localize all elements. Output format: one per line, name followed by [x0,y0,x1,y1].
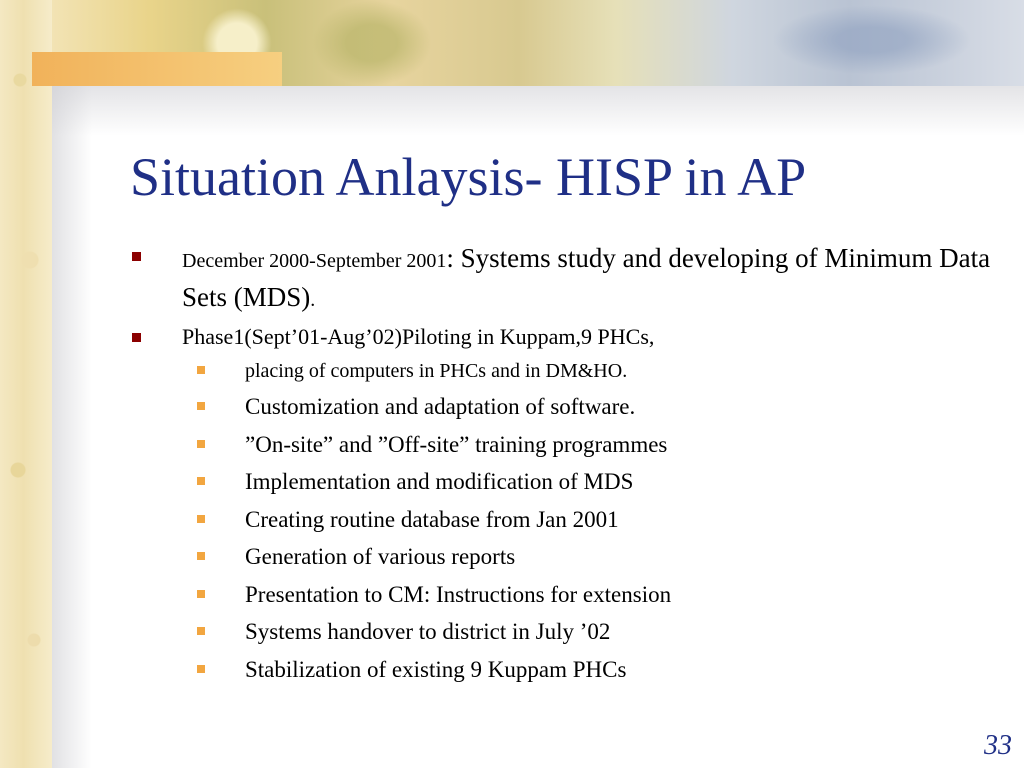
slide-content [130,240,1000,688]
sub-bullet-text: ”On-site” and ”Off-site” training programmes [245,431,668,457]
leaf-decoration [772,5,972,75]
bullet-suffix: . [310,289,316,311]
sub-bullet-text: placing of computers in PHCs and in DM&HO. [245,360,628,382]
bullet-text: Phase1(Sept’01-Aug’02)Piloting in Kuppam,9 PHCs, [182,324,655,349]
slide-title: Situation Anlaysis- HISP in AP [130,147,807,207]
sub-bullet-text: Customization and adaptation of software. [245,394,636,419]
page-number: 33 [984,730,1012,761]
sub-bullet-text: Systems handover to district in July ’02 [245,619,611,644]
sub-bullet-item [130,576,1000,614]
sub-bullet-text: Implementation and modification of MDS [245,469,634,494]
bullet-item [130,240,1000,318]
square-bullet-icon [197,402,205,410]
sub-bullet-text: Generation of various reports [245,544,516,569]
leaf-decoration [312,0,432,86]
sub-bullet-item [130,613,1000,651]
sub-bullet-text: Presentation to CM: Instructions for extension [245,581,672,607]
decorative-banner-shadow [52,86,1024,136]
sub-bullet-text: Stabilization of existing 9 Kuppam PHCs [245,656,627,682]
sub-bullet-item [130,651,1000,689]
sub-bullet-item [130,463,1000,501]
square-bullet-icon [197,440,205,448]
sub-bullet-item [130,501,1000,539]
sub-bullet-text: Creating routine database from Jan 2001 [245,506,619,532]
square-bullet-icon [197,515,205,523]
square-bullet-icon [197,627,205,635]
square-bullet-icon [197,477,205,485]
sub-bullet-item [130,388,1000,426]
sub-bullet-item [130,426,1000,464]
square-bullet-icon [197,590,205,598]
square-bullet-icon [132,333,141,342]
decorative-left-strip [0,0,52,768]
square-bullet-icon [197,665,205,673]
square-bullet-icon [197,366,205,374]
bullet-text: : Systems study and developing of Minimum Data Sets (MDS) [182,243,991,312]
bullet-date-range: December 2000-September 2001 [182,250,447,272]
square-bullet-icon [132,252,141,261]
decorative-orange-bar [32,52,282,86]
bullet-item [130,320,1000,354]
square-bullet-icon [197,552,205,560]
sub-bullet-item [130,354,1000,388]
sub-bullet-item [130,538,1000,576]
